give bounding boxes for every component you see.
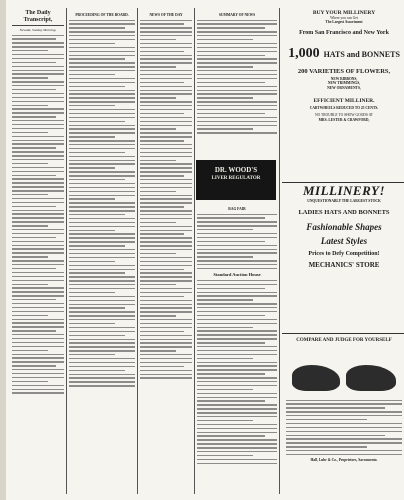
shoes-illustration	[282, 345, 404, 397]
column-divider	[279, 8, 280, 494]
column-4-heading: SUMMARY OF NEWS	[218, 13, 256, 17]
column-4-text	[197, 20, 277, 134]
column-3-text	[140, 20, 192, 379]
column-2-text	[69, 20, 135, 387]
masthead: The Daily Transcript,	[12, 10, 64, 26]
advertisements-column	[282, 8, 404, 496]
rag-fair-heading: RAG FAIR	[228, 207, 246, 211]
column-4	[197, 10, 277, 158]
ad-headline: BUY YOUR MILLINERY	[312, 10, 376, 16]
millinery-headline: MILLINERY!	[302, 183, 386, 198]
column-3	[140, 10, 192, 381]
compare-ad: COMPARE AND JUDGE FOR YOURSELF Hall, Luhr & Co., Proprietors, Sacramento.	[282, 338, 404, 462]
dr-wood-advertisement	[196, 160, 276, 200]
column-1	[12, 10, 64, 396]
column-4-lower	[197, 204, 277, 494]
dr-wood-subtitle: LIVER REGULATOR	[211, 176, 261, 181]
column-2-heading: PROCEEDING OF THE BOARD.	[75, 13, 129, 17]
column-divider	[66, 8, 67, 494]
column-1-text	[12, 35, 64, 394]
millinery-store-ad: MILLINERY! UNQUESTIONABLY THE LARGEST STOCK LADIES HATS AND BONNETS Fashionable Shapes Latest Styles Prices to Defy Competition! MECHANICS' STORE	[282, 183, 404, 334]
dr-wood-title: DR. WOOD'S	[214, 166, 258, 174]
standard-auction-heading: Standard Auction House	[213, 272, 261, 278]
column-2	[69, 10, 135, 389]
shoe-right	[346, 365, 396, 391]
column-3-heading: NEWS OF THE DAY	[149, 13, 183, 17]
column-divider	[137, 8, 138, 494]
millinery-ad: BUY YOUR MILLINERY Where you can Get The Largest Assortment From San Francisco and New York 1,000 HATS and BONNETS 200 VARIETIES OF FLOWERS, NEW RIBBONS, NEW TRIMMINGS, NEW ORNAMENTS, EFFICIENT MILLINER. CARTWHEELS REDUCED TO 25 CENTS. NO TROUBLE TO SHOW GOODS AT MRS. LESTER & CRAWFORD,	[282, 10, 404, 183]
column-divider	[194, 8, 195, 494]
masthead-tagline: Nevada, Sunday Morning.	[19, 28, 57, 32]
shoe-left	[292, 365, 340, 391]
